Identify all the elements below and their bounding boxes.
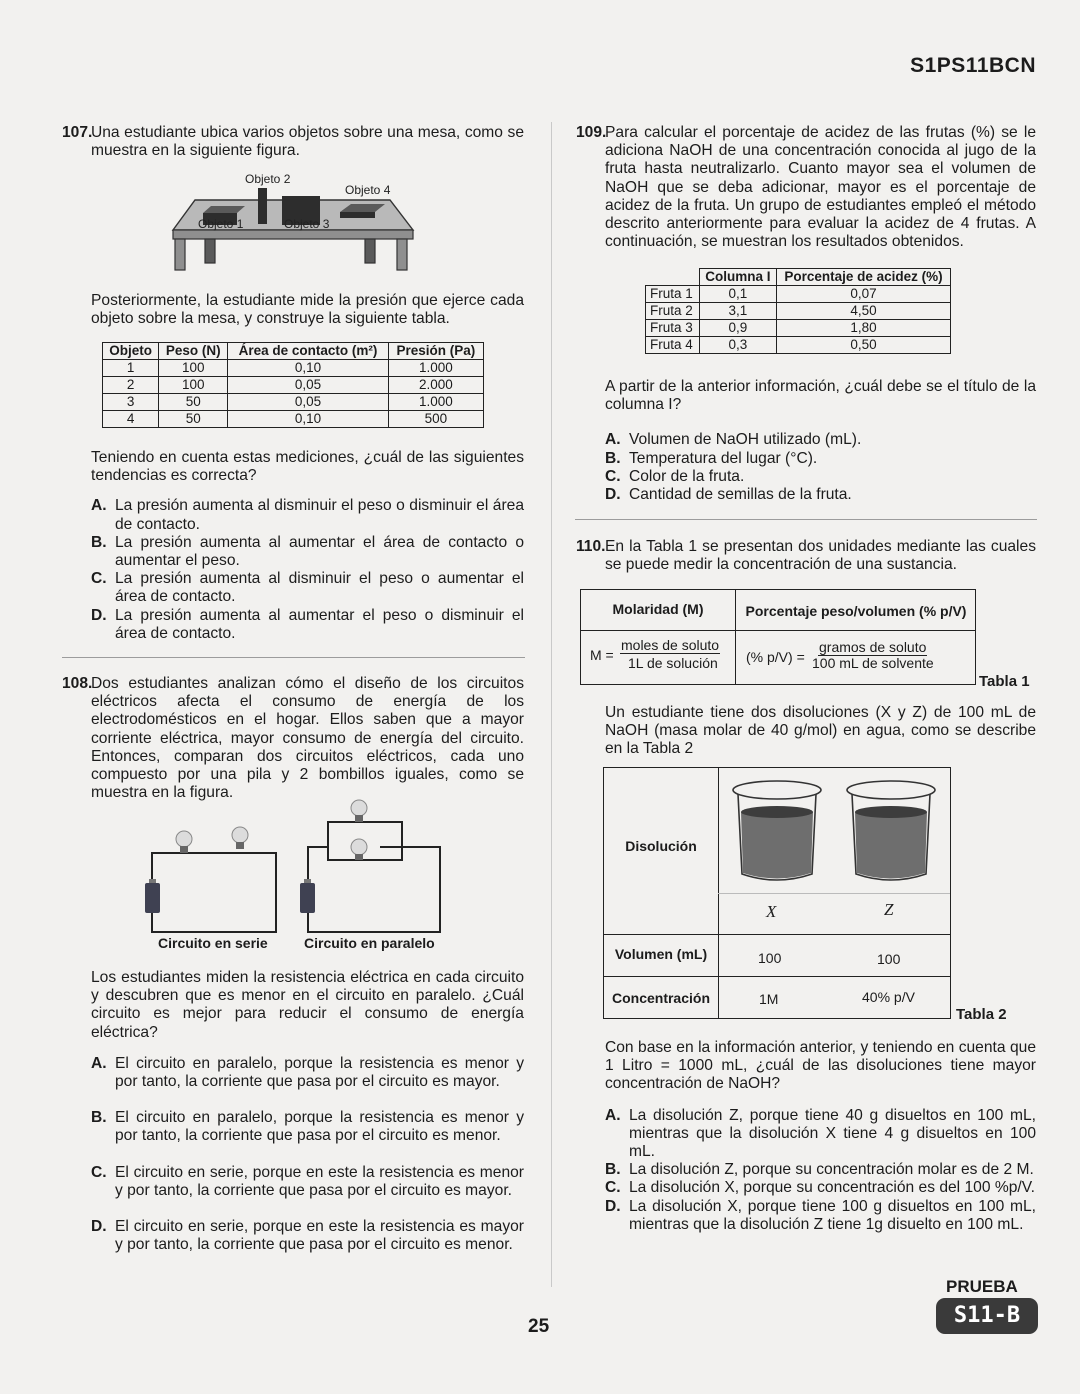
option-text: El circuito en serie, porque en este la resistencia es menor y por tanto, la corriente que pasa por el circuito es mayor.: [115, 1163, 524, 1199]
tabla-2: [603, 767, 951, 1019]
table-row: [646, 337, 951, 354]
table-cell: 4: [103, 411, 159, 428]
option-b[interactable]: [605, 450, 1036, 468]
formula-prefix: (% p/V) =: [746, 649, 805, 665]
circuits-figure: [140, 795, 450, 955]
test-badge: S11-B: [936, 1298, 1038, 1334]
question-text: Para calcular el porcentaje de acidez de las frutas (%) se le adiciona NaOH de una concentración conocida al jugo de la fruta hasta neutralizarlo. Cuanto mayor sea el volumen de NaOH que se deba adicionar, mayor es el porcentaje de acidez de la fruta. Un grupo de estudiantes empleó el método descrito anteriormente para evaluar la acidez de 4 frutas. A continuación, se muestran los resultados obtenidos.: [605, 124, 1036, 251]
option-b[interactable]: [605, 1161, 1036, 1179]
question-number: 108.: [62, 675, 93, 692]
question-108: [62, 675, 524, 802]
question-110-question: [605, 1039, 1036, 1234]
figure-label-objeto-3: Objeto 3: [284, 217, 330, 231]
question-prompt: Teniendo en cuenta estas mediciones, ¿cuál de las siguientes tendencias es correcta?: [91, 449, 524, 485]
question-110-text2: [605, 704, 1036, 759]
figure-label-objeto-4: Objeto 4: [345, 183, 391, 197]
table-cell: 0,07: [777, 286, 951, 303]
table-cell: 50: [159, 411, 228, 428]
tabla-1-label: Tabla 1: [979, 673, 1030, 690]
table-cell: 1.000: [388, 360, 483, 377]
table-cell: 0,10: [228, 360, 388, 377]
table-cell: 1.000: [388, 394, 483, 411]
table-cell: 1,80: [777, 320, 951, 337]
table-row: [646, 320, 951, 337]
option-text: Cantidad de semillas de la fruta.: [629, 486, 852, 504]
pressure-table: [102, 342, 484, 428]
table-cell: Fruta 4: [646, 337, 700, 354]
option-text: La disolución Z, porque tiene 40 g disueltos en 100 mL, mientras que la disolución X tiene 4 g disueltos en 100 mL.: [629, 1106, 1036, 1161]
option-text: La presión aumenta al disminuir el peso o aumentar el área de contacto.: [115, 570, 524, 606]
option-text: La presión aumenta al aumentar el área de contacto o aumentar el peso.: [115, 533, 524, 570]
disolucion-z-name: Z: [884, 900, 894, 919]
molaridad-header: Molaridad (M): [612, 601, 704, 617]
option-text: El circuito en paralelo, porque la resistencia es menor y por tanto, la corriente que pasa por el circuito es mayor.: [115, 1054, 524, 1091]
option-a[interactable]: [605, 431, 1036, 449]
table-header: Peso (N): [159, 343, 228, 360]
formula-prefix: M =: [590, 647, 614, 663]
question-text-2: Un estudiante tiene dos disoluciones (X y Z) de 100 mL de NaOH (masa molar de 40 g/mol) en agua, como se describe en la Tabla 2: [605, 704, 1036, 758]
table-cell: 3: [103, 394, 159, 411]
option-d[interactable]: [605, 1198, 1036, 1234]
option-a[interactable]: [605, 1107, 1036, 1162]
table-row: [646, 303, 951, 320]
z-concentracion: 40% p/V: [862, 989, 915, 1005]
table-cell: 4,50: [777, 303, 951, 320]
table-cell: Fruta 3: [646, 320, 700, 337]
question-text: Dos estudiantes analizan cómo el diseño de los circuitos eléctricos afecta el consumo de energía de los electrodomésticos en el hogar. Ellos saben que a mayor corriente eléctrica, mayor consumo de energía del circuito. Entonces, comparan dos circuitos eléctricos, cada uno compuesto por una pila y 2 bombillos iguales, como se muestra en la figura.: [91, 675, 524, 802]
option-letter: C.: [91, 570, 107, 588]
question-107-question: [91, 449, 524, 643]
formula-numerator: gramos de soluto: [819, 639, 927, 655]
figure-label-objeto-1: Objeto 1: [198, 217, 244, 231]
table-header-empty: [646, 269, 700, 286]
question-number: 109.: [576, 124, 607, 141]
option-text: Color de la fruta.: [629, 467, 745, 485]
table-header: Objeto: [103, 343, 159, 360]
column-divider: [551, 122, 552, 1287]
option-letter: B.: [605, 449, 621, 467]
option-letter: C.: [91, 1163, 107, 1181]
table-row: [103, 377, 484, 394]
bulb-icon: [176, 831, 192, 853]
option-letter: A.: [605, 1106, 621, 1124]
option-text: La presión aumenta al aumentar el peso o disminuir el área de contacto.: [115, 606, 524, 642]
row-label-concentracion: Concentración: [611, 990, 710, 1006]
option-text: El circuito en serie, porque en este la resistencia es mayor y por tanto, la corriente que pasa por el circuito es menor.: [115, 1218, 524, 1254]
row-label-volumen: Volumen (mL): [614, 946, 708, 962]
table-cell: 0,05: [228, 394, 388, 411]
option-c[interactable]: [605, 1179, 1036, 1197]
question-text: Una estudiante ubica varios objetos sobre una mesa, como se muestra en la siguiente figura.: [91, 124, 524, 160]
beaker-z-icon: [844, 778, 938, 886]
option-text: Temperatura del lugar (°C).: [629, 449, 818, 467]
bulb-icon: [351, 839, 367, 860]
table-cell: Fruta 1: [646, 286, 700, 303]
option-d[interactable]: [91, 1218, 524, 1254]
table-cell: 500: [388, 411, 483, 428]
option-text: La disolución X, porque su concentración es del 100 %p/V.: [629, 1179, 1036, 1197]
badge-title: PRUEBA: [946, 1277, 1018, 1296]
figure-label-objeto-2: Objeto 2: [245, 172, 291, 186]
separator: [62, 657, 525, 658]
question-text: En la Tabla 1 se presentan dos unidades mediante las cuales se puede medir la concentración de una sustancia.: [605, 538, 1036, 574]
option-a[interactable]: [91, 1055, 524, 1091]
option-b[interactable]: [91, 1109, 524, 1145]
page-number: 25: [528, 1316, 550, 1337]
table-header-row: [103, 343, 484, 360]
option-letter: B.: [91, 1109, 107, 1127]
tabla-2-label: Tabla 2: [956, 1006, 1007, 1023]
option-letter: D.: [91, 1218, 107, 1236]
table-header: Presión (Pa): [388, 343, 483, 360]
option-letter: D.: [605, 1197, 621, 1215]
question-109: [576, 124, 1036, 251]
option-a[interactable]: [91, 497, 524, 533]
option-letter: D.: [91, 606, 107, 624]
caption-serie: Circuito en serie: [158, 935, 268, 951]
option-letter: B.: [91, 533, 107, 551]
option-letter: A.: [605, 431, 621, 449]
acidity-table: [645, 268, 951, 354]
table-row: [103, 411, 484, 428]
table-header-row: [646, 269, 951, 286]
table-cell: 100: [159, 377, 228, 394]
separator: [575, 519, 1037, 520]
option-letter: A.: [91, 1054, 107, 1072]
table-header: Columna I: [699, 269, 776, 286]
test-code: S1PS11BCN: [910, 54, 1036, 77]
bulb-icon: [232, 827, 248, 849]
option-text: La presión aumenta al disminuir el peso o disminuir el área de contacto.: [115, 497, 524, 533]
beaker-x-icon: [730, 778, 824, 886]
table-row: [646, 286, 951, 303]
option-d[interactable]: [605, 486, 1036, 504]
table-cell: 100: [159, 360, 228, 377]
formula-denominator: 100 mL de solvente: [812, 655, 934, 671]
disolucion-x-name: X: [766, 902, 777, 921]
question-number: 110.: [576, 538, 606, 555]
option-d[interactable]: [91, 607, 524, 643]
table-cell: Fruta 2: [646, 303, 700, 320]
question-prompt: A partir de la anterior información, ¿cuál debe se el título de la columna I?: [605, 378, 1036, 414]
table-cell: 0,1: [699, 286, 776, 303]
bulb-icon: [351, 800, 367, 822]
option-letter: C.: [605, 467, 621, 485]
question-107-text2: [91, 292, 524, 328]
caption-paralelo: Circuito en paralelo: [304, 935, 435, 951]
option-c[interactable]: [91, 570, 524, 606]
option-c[interactable]: [605, 468, 1036, 486]
option-b[interactable]: [91, 534, 524, 570]
z-volumen: 100: [877, 951, 901, 967]
option-text: El circuito en paralelo, porque la resistencia es menor y por tanto, la corriente que pasa por el circuito es menor.: [115, 1109, 524, 1145]
option-letter: A.: [91, 497, 107, 515]
option-letter: C.: [605, 1179, 621, 1197]
row-label-disolucion: Disolución: [625, 838, 697, 854]
table-cell: 0,9: [699, 320, 776, 337]
table-row: [103, 360, 484, 377]
x-volumen: 100: [758, 950, 782, 966]
table-cell: 3,1: [699, 303, 776, 320]
table-cell: 0,3: [699, 337, 776, 354]
question-107: [62, 124, 524, 160]
table-header: Porcentaje de acidez (%): [777, 269, 951, 286]
question-109-question: [605, 378, 1036, 504]
question-108-question: [91, 969, 524, 1254]
formula-numerator: moles de soluto: [621, 637, 720, 653]
table-row: [103, 394, 484, 411]
option-letter: D.: [605, 486, 621, 504]
question-110: [576, 538, 1036, 574]
porcentaje-header: Porcentaje peso/volumen (% p/V): [745, 603, 967, 619]
table-cell: 1: [103, 360, 159, 377]
table-cell: 2.000: [388, 377, 483, 394]
table-cell: 0,05: [228, 377, 388, 394]
table-objects-figure: [165, 168, 420, 276]
option-text: La disolución Z, porque su concentración molar es de 2 M.: [629, 1161, 1034, 1179]
question-text-2: Posteriormente, la estudiante mide la presión que ejerce cada objeto sobre la mesa, y construye la siguiente tabla.: [91, 292, 524, 328]
table-cell: 50: [159, 394, 228, 411]
table-cell: 2: [103, 377, 159, 394]
table-header: Área de contacto (m²): [228, 343, 388, 360]
table-cell: 0,50: [777, 337, 951, 354]
tabla-1: [580, 589, 976, 685]
option-c[interactable]: [91, 1164, 524, 1200]
question-prompt: Los estudiantes miden la resistencia eléctrica en cada circuito y descubren que es menor en el circuito en paralelo. ¿Cuál circuito es mejor para reducir el consumo de energía eléctrica?: [91, 969, 524, 1041]
question-prompt: Con base en la información anterior, y teniendo en cuenta que 1 Litro = 1000 mL, ¿cuál de las disoluciones tiene mayor concentración de NaOH?: [605, 1039, 1036, 1093]
option-letter: B.: [605, 1161, 621, 1179]
formula-denominator: 1L de solución: [628, 655, 718, 671]
x-concentracion: 1M: [759, 991, 779, 1007]
option-text: La disolución X, porque tiene 100 g disueltos en 100 mL, mientras que la disolución Z tiene 1g disuelto en 100 mL.: [629, 1197, 1036, 1233]
table-cell: 0,10: [228, 411, 388, 428]
question-number: 107.: [62, 124, 93, 141]
option-text: Volumen de NaOH utilizado (mL).: [629, 431, 862, 449]
